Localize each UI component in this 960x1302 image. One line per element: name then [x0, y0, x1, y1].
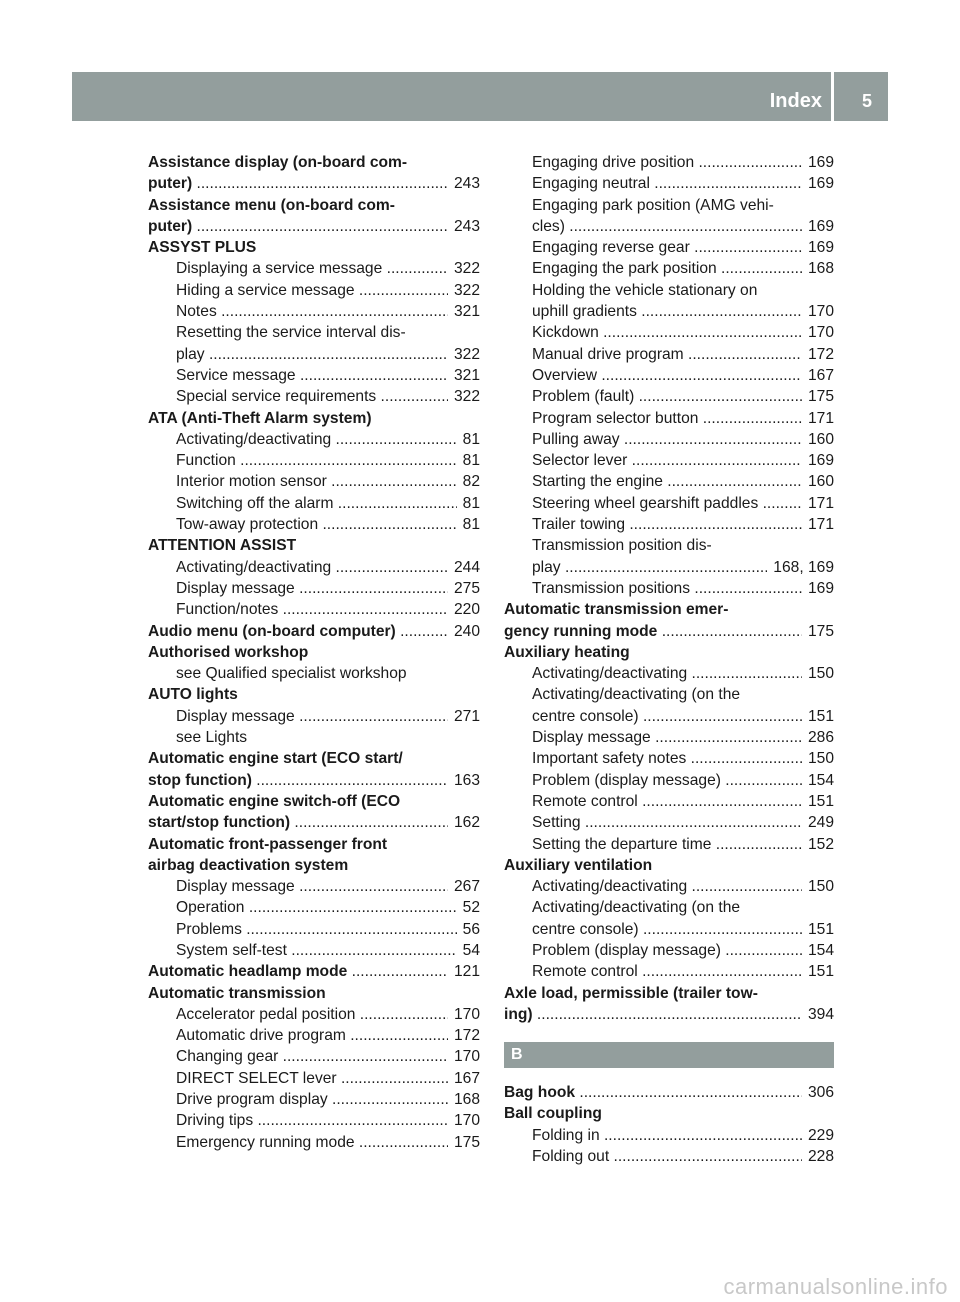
entry-page-ref[interactable]: 169 [802, 152, 834, 173]
header-divider [831, 72, 834, 121]
index-subentry [148, 706, 480, 727]
index-subentry [148, 322, 480, 343]
index-subentry [148, 258, 480, 279]
entry-text: Emergency running mode ..... [176, 1134, 480, 1151]
index-subentry [148, 514, 480, 535]
entry-page-ref[interactable]: 322 [448, 344, 480, 365]
entry-text: Service message ..... [176, 367, 480, 384]
entry-text: ing) ..... [504, 1006, 834, 1023]
entry-page-ref[interactable]: 171 [802, 408, 834, 429]
index-subentry [504, 770, 834, 791]
entry-text: puter) ..... [148, 175, 480, 192]
entry-text: centre console) ..... [532, 921, 834, 938]
entry-page-ref[interactable]: 163 [448, 770, 480, 791]
entry-page-ref[interactable]: 271 [448, 706, 480, 727]
index-heading [148, 961, 480, 982]
entry-page-ref[interactable]: 168, 169 [767, 557, 834, 578]
entry-text: ATA (Anti-Theft Alarm system) [148, 409, 372, 427]
entry-text: Setting ..... [532, 814, 834, 831]
entry-page-ref[interactable]: 54 [457, 940, 480, 961]
entry-text: Holding the vehicle stationary on [532, 281, 758, 299]
entry-text: Important safety notes ..... [532, 750, 834, 767]
index-subentry [504, 706, 834, 727]
entry-text: Manual drive program ..... [532, 346, 834, 363]
entry-text: Problem (display message) ..... [532, 772, 834, 789]
index-subentry [148, 1068, 480, 1089]
index-subentry [504, 152, 834, 173]
entry-text: Driving tips ..... [176, 1112, 480, 1129]
index-subentry [504, 408, 834, 429]
index-subentry [504, 897, 834, 918]
entry-text: Function ..... [176, 452, 480, 469]
index-subentry [148, 386, 480, 407]
watermark: carmanualsonline.info [723, 1274, 948, 1299]
entry-page-ref[interactable]: 175 [802, 386, 834, 407]
entry-page-ref[interactable]: 170 [448, 1004, 480, 1025]
entry-text: Drive program display ..... [176, 1091, 480, 1108]
entry-text: Engaging neutral ..... [532, 175, 834, 192]
entry-text: Problems ..... [176, 921, 480, 938]
entry-text: centre console) ..... [532, 708, 834, 725]
entry-text: Operation ..... [176, 899, 480, 916]
entry-page-ref[interactable]: 151 [802, 961, 834, 982]
index-subentry [148, 301, 480, 322]
entry-page-ref[interactable]: 322 [448, 386, 480, 407]
index-heading [148, 535, 480, 556]
entry-page-ref[interactable]: 151 [802, 706, 834, 727]
index-subentry [504, 663, 834, 684]
index-subentry [504, 684, 834, 705]
index-subentry [148, 897, 480, 918]
entry-text: Selector lever ..... [532, 452, 834, 469]
entry-page-ref[interactable]: 56 [457, 919, 480, 940]
entry-text: Steering wheel gearshift paddles ..... [532, 495, 834, 512]
entry-page-ref[interactable]: 81 [457, 450, 480, 471]
entry-text: Kickdown ..... [532, 324, 834, 341]
index-heading [148, 684, 480, 705]
entry-text: Activating/deactivating ..... [532, 878, 834, 895]
index-subentry [504, 195, 834, 216]
entry-text: System self-test ..... [176, 942, 480, 959]
entry-text: Activating/deactivating ..... [532, 665, 834, 682]
entry-text: Automatic engine start (ECO start/ [148, 750, 403, 768]
index-subentry [504, 876, 834, 897]
index-subentry [504, 514, 834, 535]
page-number: 5 [861, 91, 872, 111]
index-column-left [148, 152, 480, 1153]
index-subentry [504, 791, 834, 812]
index-subentry [504, 471, 834, 492]
index-subentry [504, 173, 834, 194]
entry-text: Folding out ..... [532, 1148, 834, 1165]
index-subentry [504, 919, 834, 940]
entry-text: Function/notes ..... [176, 601, 480, 618]
entry-text: uphill gradients ..... [532, 303, 834, 320]
entry-text: Trailer towing ..... [532, 516, 834, 533]
index-subentry [148, 471, 480, 492]
index-subentry [504, 1125, 834, 1146]
index-heading [148, 642, 480, 663]
entry-text: airbag deactivation system [148, 856, 349, 874]
entry-page-ref[interactable]: 175 [802, 621, 834, 642]
entry-page-ref[interactable]: 168 [448, 1089, 480, 1110]
entry-page-ref[interactable]: 151 [802, 919, 834, 940]
entry-text: play ..... [176, 346, 480, 363]
entry-page-ref[interactable]: 121 [448, 961, 480, 982]
entry-text: Interior motion sensor ..... [176, 473, 480, 490]
entry-text: Transmission position dis- [532, 537, 712, 555]
entry-text: Engaging the park position ..... [532, 260, 834, 277]
entry-text: Switching off the alarm ..... [176, 495, 480, 512]
index-subentry [148, 429, 480, 450]
entry-text: Remote control ..... [532, 963, 834, 980]
entry-page-ref[interactable]: 169 [802, 578, 834, 599]
entry-text: gency running mode ..... [504, 623, 834, 640]
index-subentry [504, 557, 834, 578]
entry-text: Automatic transmission emer- [504, 601, 729, 619]
index-heading [148, 621, 480, 642]
entry-page-ref[interactable]: 228 [802, 1146, 834, 1167]
index-subentry [504, 493, 834, 514]
entry-text: Bag hook ..... [504, 1084, 834, 1101]
entry-text: Assistance menu (on-board com- [148, 196, 395, 214]
entry-text: DIRECT SELECT lever ..... [176, 1070, 480, 1087]
entry-text: Problem (display message) ..... [532, 942, 834, 959]
entry-page-ref[interactable]: 249 [802, 812, 834, 833]
entry-page-ref[interactable]: 81 [457, 493, 480, 514]
index-subentry [148, 365, 480, 386]
index-subentry [148, 919, 480, 940]
entry-page-ref[interactable]: 169 [802, 237, 834, 258]
entry-page-ref[interactable]: 244 [448, 557, 480, 578]
entry-text: play ..... [532, 559, 834, 576]
entry-page-ref[interactable]: 170 [802, 301, 834, 322]
entry-page-ref[interactable]: 151 [802, 791, 834, 812]
index-subentry [504, 237, 834, 258]
index-subentry [504, 812, 834, 833]
entry-text: cles) ..... [532, 218, 834, 235]
entry-page-ref[interactable]: 154 [802, 940, 834, 961]
page-header [72, 72, 888, 121]
entry-text: Ball coupling [504, 1105, 602, 1123]
entry-text: ASSYST PLUS [148, 239, 257, 257]
entry-text: Folding in ..... [532, 1127, 834, 1144]
index-subentry [504, 450, 834, 471]
letter-heading-b: B [504, 1042, 834, 1068]
entry-text: Notes ..... [176, 303, 480, 320]
entry-page-ref[interactable]: 394 [802, 1004, 834, 1025]
entry-text: Automatic front-passenger front [148, 835, 388, 853]
entry-text: Problem (fault) ..... [532, 388, 834, 405]
entry-text: Auxiliary ventilation [504, 856, 653, 874]
index-subentry [148, 727, 480, 748]
index-subentry [504, 322, 834, 343]
index-heading [148, 983, 480, 1004]
entry-text: Displaying a service message ..... [176, 260, 480, 277]
entry-page-ref[interactable]: 170 [448, 1110, 480, 1131]
entry-page-ref[interactable]: 286 [802, 727, 834, 748]
index-heading [148, 812, 480, 833]
entry-text: Activating/deactivating ..... [176, 559, 480, 576]
index-subentry [504, 834, 834, 855]
index-subentry [504, 961, 834, 982]
index-subentry [148, 344, 480, 365]
entry-text: Changing gear ..... [176, 1048, 480, 1065]
entry-page-ref[interactable]: 162 [448, 812, 480, 833]
index-column-right [504, 152, 834, 1167]
entry-page-ref[interactable]: 175 [448, 1132, 480, 1153]
index-heading [504, 1082, 834, 1103]
index-subentry [504, 280, 834, 301]
entry-text: Automatic headlamp mode ..... [148, 963, 480, 980]
entry-text: Display message ..... [532, 729, 834, 746]
index-heading [504, 855, 834, 876]
entry-page-ref[interactable]: 152 [802, 834, 834, 855]
entry-page-ref[interactable]: 243 [448, 173, 480, 194]
entry-page-ref[interactable]: 168 [802, 258, 834, 279]
entry-text: stop function) ..... [148, 772, 480, 789]
index-subentry [148, 1046, 480, 1067]
entry-page-ref[interactable]: 220 [448, 599, 480, 620]
index-subentry [148, 557, 480, 578]
entry-text: Engaging reverse gear ..... [532, 239, 834, 256]
index-subentry [504, 940, 834, 961]
index-heading [504, 1004, 834, 1025]
entry-page-ref[interactable]: 82 [457, 471, 480, 492]
entry-page-ref[interactable]: 81 [457, 429, 480, 450]
index-subentry [148, 663, 480, 684]
entry-page-ref[interactable]: 172 [802, 344, 834, 365]
index-heading [148, 855, 480, 876]
index-subentry [148, 578, 480, 599]
index-subentry [504, 216, 834, 237]
entry-page-ref[interactable]: 267 [448, 876, 480, 897]
entry-text: Starting the engine ..... [532, 473, 834, 490]
index-heading [148, 216, 480, 237]
entry-text: Program selector button ..... [532, 410, 834, 427]
section-title: Index [769, 90, 822, 112]
entry-text: Authorised workshop [148, 643, 309, 661]
index-subentry [504, 1146, 834, 1167]
index-heading [504, 642, 834, 663]
entry-page-ref[interactable]: 170 [448, 1046, 480, 1067]
entry-page-ref[interactable]: 171 [802, 493, 834, 514]
index-subentry [504, 365, 834, 386]
entry-text: Display message ..... [176, 708, 480, 725]
entry-page-ref[interactable]: 167 [802, 365, 834, 386]
index-subentry [504, 748, 834, 769]
index-subentry [148, 1110, 480, 1131]
index-subentry [504, 386, 834, 407]
entry-text: see Lights [176, 729, 248, 747]
index-subentry [504, 429, 834, 450]
entry-text: Automatic engine switch-off (ECO [148, 792, 401, 810]
entry-text: Setting the departure time ..... [532, 836, 834, 853]
entry-page-ref[interactable]: 322 [448, 280, 480, 301]
index-heading [148, 770, 480, 791]
entry-text: AUTO lights [148, 686, 238, 704]
entry-page-ref[interactable]: 169 [802, 173, 834, 194]
index-heading [504, 599, 834, 620]
entry-text: Activating/deactivating (on the [532, 686, 741, 704]
entry-page-ref[interactable]: 150 [802, 748, 834, 769]
entry-page-ref[interactable]: 52 [457, 897, 480, 918]
index-heading [504, 1103, 834, 1124]
entry-text: Accelerator pedal position ..... [176, 1006, 480, 1023]
index-heading [148, 834, 480, 855]
entry-text: Assistance display (on-board com- [148, 154, 408, 171]
entry-page-ref[interactable]: 306 [802, 1082, 834, 1103]
entry-page-ref[interactable]: 154 [802, 770, 834, 791]
entry-text: Display message ..... [176, 580, 480, 597]
entry-text: puter) ..... [148, 218, 480, 235]
entry-page-ref[interactable]: 275 [448, 578, 480, 599]
index-subentry [148, 1089, 480, 1110]
entry-page-ref[interactable]: 160 [802, 471, 834, 492]
index-subentry [148, 1132, 480, 1153]
index-subentry [148, 280, 480, 301]
index-subentry [148, 1004, 480, 1025]
entry-page-ref[interactable]: 170 [802, 322, 834, 343]
entry-page-ref[interactable]: 240 [448, 621, 480, 642]
entry-text: Audio menu (on-board computer) ..... [148, 623, 480, 640]
index-heading [148, 408, 480, 429]
entry-page-ref[interactable]: 172 [448, 1025, 480, 1046]
entry-page-ref[interactable]: 171 [802, 514, 834, 535]
index-subentry [148, 1025, 480, 1046]
entry-text: Axle load, permissible (trailer tow- [504, 984, 758, 1002]
index-heading [148, 791, 480, 812]
index-heading [504, 621, 834, 642]
entry-page-ref[interactable]: 321 [448, 301, 480, 322]
entry-text: Transmission positions ..... [532, 580, 834, 597]
entry-page-ref[interactable]: 229 [802, 1125, 834, 1146]
entry-page-ref[interactable]: 169 [802, 216, 834, 237]
index-subentry [504, 578, 834, 599]
index-subentry [148, 599, 480, 620]
index-subentry [504, 258, 834, 279]
index-heading [148, 237, 480, 258]
entry-text: see Qualified specialist workshop [176, 665, 407, 683]
entry-text: Activating/deactivating ..... [176, 431, 480, 448]
index-subentry [148, 876, 480, 897]
index-heading [504, 983, 834, 1004]
entry-text: start/stop function) ..... [148, 814, 480, 831]
index-heading [148, 152, 480, 173]
index-subentry [148, 493, 480, 514]
entry-text: ATTENTION ASSIST [148, 537, 297, 555]
entry-text: Pulling away ..... [532, 431, 834, 448]
entry-page-ref[interactable]: 169 [802, 450, 834, 471]
entry-text: Display message ..... [176, 878, 480, 895]
entry-page-ref[interactable]: 322 [448, 258, 480, 279]
index-subentry [148, 450, 480, 471]
entry-text: Special service requirements ..... [176, 388, 480, 405]
entry-page-ref[interactable]: 150 [802, 876, 834, 897]
index-heading [148, 195, 480, 216]
entry-text: Activating/deactivating (on the [532, 899, 741, 917]
entry-text: Hiding a service message ..... [176, 282, 480, 299]
entry-text: Overview ..... [532, 367, 834, 384]
entry-page-ref[interactable]: 167 [448, 1068, 480, 1089]
index-subentry [504, 344, 834, 365]
index-subentry [148, 940, 480, 961]
index-heading [148, 173, 480, 194]
entry-page-ref[interactable]: 150 [802, 663, 834, 684]
entry-page-ref[interactable]: 81 [457, 514, 480, 535]
entry-text: Resetting the service interval dis- [176, 324, 406, 342]
entry-text: Automatic transmission [148, 984, 326, 1002]
entry-text: Engaging park position (AMG vehi- [532, 196, 774, 214]
index-subentry [504, 535, 834, 556]
entry-page-ref[interactable]: 160 [802, 429, 834, 450]
entry-text: Engaging drive position ..... [532, 154, 834, 171]
entry-text: Remote control ..... [532, 793, 834, 810]
index-subentry [504, 301, 834, 322]
entry-text: Tow-away protection ..... [176, 516, 480, 533]
entry-page-ref[interactable]: 243 [448, 216, 480, 237]
index-subentry [504, 727, 834, 748]
index-heading [148, 748, 480, 769]
entry-text: Auxiliary heating [504, 643, 630, 661]
entry-text: Automatic drive program ..... [176, 1027, 480, 1044]
entry-page-ref[interactable]: 321 [448, 365, 480, 386]
